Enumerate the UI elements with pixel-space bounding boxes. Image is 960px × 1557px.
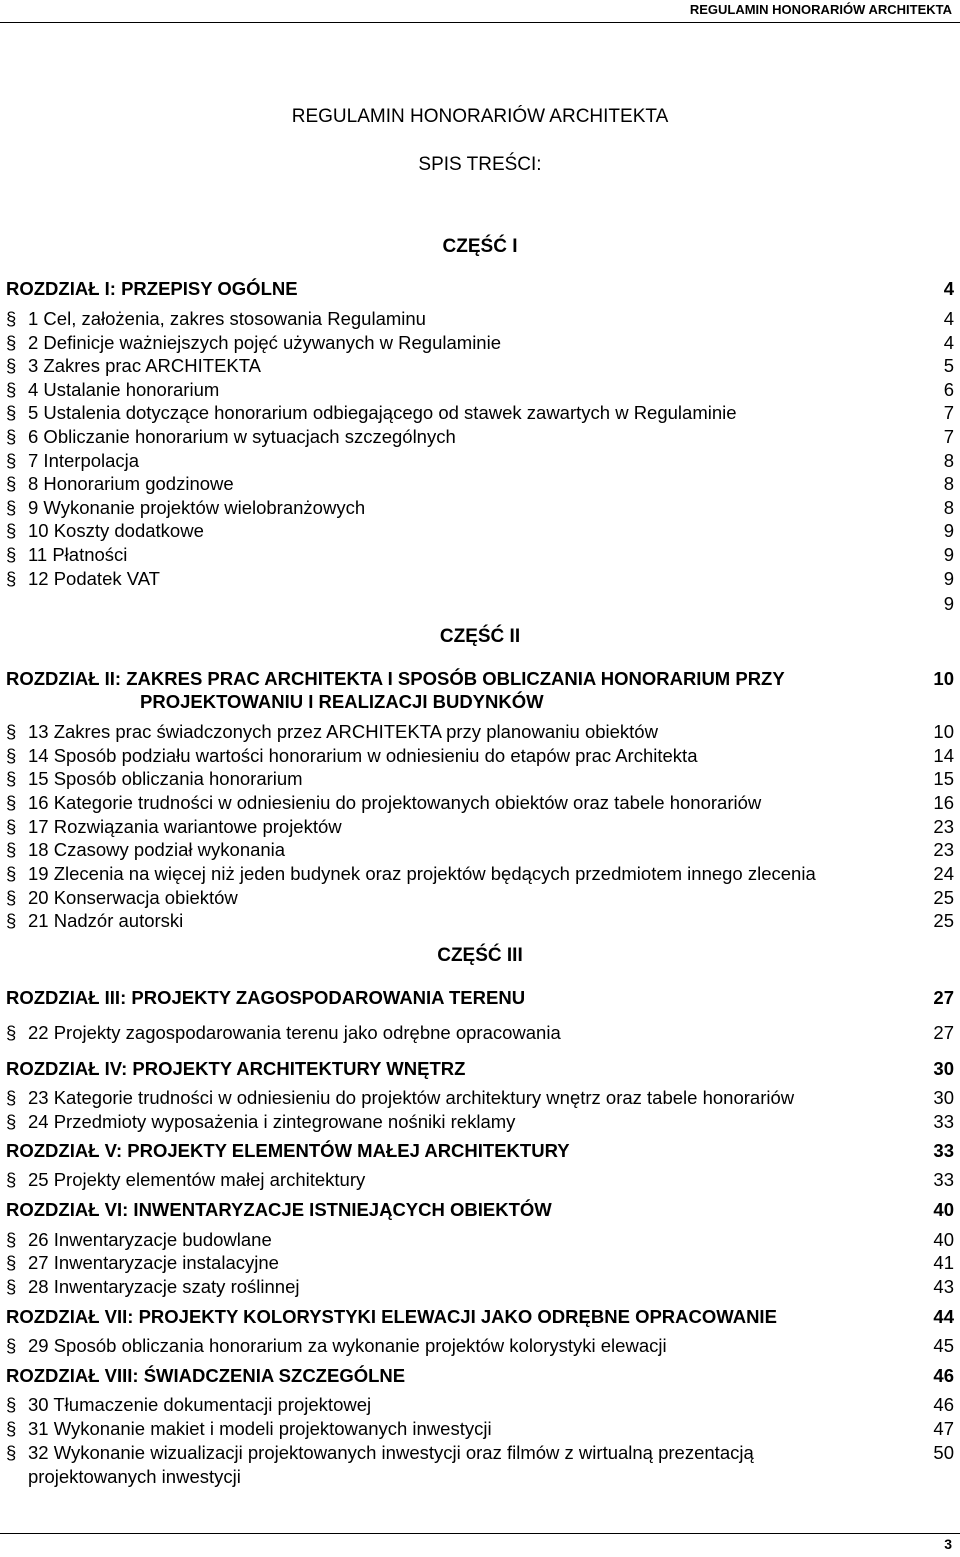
entry-page-number: 8 [943,473,954,494]
toc-entry[interactable] [6,519,954,543]
chapter-title-continuation: PROJEKTOWANIU I REALIZACJI BUDYNKÓW [140,691,544,712]
chapter-page-number: 4 [943,278,954,299]
entry-page-number: 27 [933,1022,954,1043]
section-symbol: § [6,379,17,400]
entry-title: 25 Projekty elementów małej architektury [28,1169,366,1190]
entry-page-number: 5 [943,355,954,376]
section-symbol: § [6,520,17,541]
entry-page-number: 7 [943,402,954,423]
chapter-title: ROZDZIAŁ VII: PROJEKTY KOLORYSTYKI ELEWACJI JAKO ODRĘBNE OPRACOWANIE [6,1306,777,1327]
entry-page-number: 25 [933,887,954,908]
section-symbol: § [6,1252,17,1273]
chapter-page-number: 27 [933,987,954,1008]
entry-title: 2 Definicje ważniejszych pojęć używanych w Regulaminie [28,332,501,353]
section-symbol: § [6,768,17,789]
entry-title: 19 Zlecenia na więcej niż jeden budynek oraz projektów będących przedmiotem innego zlecenia [28,863,816,884]
entry-page-number: 23 [933,839,954,860]
entry-page-number: 7 [943,426,954,447]
entry-title: 12 Podatek VAT [28,568,160,589]
document-title: REGULAMIN HONORARIÓW ARCHITEKTA [291,106,669,127]
entry-title: 30 Tłumaczenie dokumentacji projektowej [28,1394,372,1415]
entry-page-number: 24 [933,863,954,884]
section-symbol: § [6,1442,17,1463]
entry-page-number: 9 [943,544,954,565]
section-symbol: § [6,1087,17,1108]
entry-page-number: 15 [933,768,954,789]
toc-entry[interactable] [6,767,954,791]
section-symbol: § [6,497,17,518]
section-symbol: § [6,1229,17,1250]
toc-entry[interactable] [6,1393,954,1417]
toc-entry[interactable] [6,401,954,425]
entry-title: 4 Ustalanie honorarium [28,379,220,400]
entry-page-number: 40 [933,1229,954,1250]
chapter-title: ROZDZIAŁ VI: INWENTARYZACJE ISTNIEJĄCYCH OBIEKTÓW [6,1199,552,1220]
section-symbol: § [6,887,17,908]
entry-title: 13 Zakres prac świadczonych przez ARCHITEKTA przy planowaniu obiektów [28,721,658,742]
section-symbol: § [6,1335,17,1356]
stray-page-number: 9 [943,593,954,614]
entry-page-number: 50 [933,1442,954,1463]
toc-entry[interactable] [6,838,954,862]
entry-title: 7 Interpolacja [28,450,140,471]
chapter-title: ROZDZIAŁ II: ZAKRES PRAC ARCHITEKTA I SPOSÓB OBLICZANIA HONORARIUM PRZY [6,668,785,689]
entry-title: 18 Czasowy podział wykonania [28,839,286,860]
entry-page-number: 4 [943,308,954,329]
toc-entry[interactable] [6,1251,954,1275]
chapter-page-number: 44 [933,1306,954,1327]
entry-title: 28 Inwentaryzacje szaty roślinnej [28,1276,300,1297]
toc-entry[interactable] [6,1086,954,1110]
entry-page-number: 14 [933,745,954,766]
entry-page-number: 25 [933,910,954,931]
entry-title: 24 Przedmioty wyposażenia i zintegrowane nośniki reklamy [28,1111,516,1132]
entry-title: 15 Sposób obliczania honorarium [28,768,303,789]
toc-entry[interactable] [6,307,954,331]
toc-entry[interactable] [6,1417,954,1441]
toc-entry[interactable] [6,791,954,815]
entry-page-number: 46 [933,1394,954,1415]
chapter-title: ROZDZIAŁ III: PROJEKTY ZAGOSPODAROWANIA TERENU [6,987,526,1008]
section-symbol: § [6,544,17,565]
entry-title: 27 Inwentaryzacje instalacyjne [28,1252,279,1273]
section-symbol: § [6,1394,17,1415]
section-symbol: § [6,816,17,837]
section-symbol: § [6,426,17,447]
toc-entry[interactable] [6,354,954,378]
entry-title: 6 Obliczanie honorarium w sytuacjach szczególnych [28,426,456,447]
entry-title: 10 Koszty dodatkowe [28,520,204,541]
chapter-heading[interactable] [6,1198,954,1221]
toc-entry[interactable] [6,543,954,567]
section-symbol: § [6,745,17,766]
entry-page-number: 16 [933,792,954,813]
section-symbol: § [6,1111,17,1132]
toc-entry[interactable] [6,449,954,473]
section-symbol: § [6,355,17,376]
entry-title: 31 Wykonanie makiet i modeli projektowanych inwestycji [28,1418,492,1439]
toc-entry[interactable] [6,909,954,933]
toc-entry[interactable] [6,1168,954,1192]
section-symbol: § [6,450,17,471]
section-symbol: § [6,402,17,423]
entry-page-number: 10 [933,721,954,742]
entry-page-number: 33 [933,1169,954,1190]
chapter-title: ROZDZIAŁ V: PROJEKTY ELEMENTÓW MAŁEJ ARCHITEKTURY [6,1140,570,1161]
section-symbol: § [6,1276,17,1297]
section-symbol: § [6,721,17,742]
entry-title: 17 Rozwiązania wariantowe projektów [28,816,342,837]
chapter-heading[interactable] [6,1057,954,1080]
entry-page-number: 4 [943,332,954,353]
entry-title: 3 Zakres prac ARCHITEKTA [28,355,262,376]
entry-page-number: 47 [933,1418,954,1439]
chapter-title: ROZDZIAŁ IV: PROJEKTY ARCHITEKTURY WNĘTRZ [6,1058,466,1079]
entry-title: 5 Ustalenia dotyczące honorarium odbiegającego od stawek zawartych w Regulaminie [28,402,737,423]
entry-page-number: 6 [943,379,954,400]
chapter-heading[interactable] [6,1139,954,1162]
entry-page-number: 33 [933,1111,954,1132]
section-symbol: § [6,792,17,813]
entry-title: 29 Sposób obliczania honorarium za wykonanie projektów kolorystyki elewacji [28,1335,667,1356]
entry-title: 26 Inwentaryzacje budowlane [28,1229,272,1250]
toc-entry[interactable] [6,720,954,744]
section-symbol: § [6,473,17,494]
entry-page-number: 8 [943,450,954,471]
entry-title-continuation: projektowanych inwestycji [28,1465,241,1487]
entry-title: 23 Kategorie trudności w odniesieniu do projektów architektury wnętrz oraz tabele honorariów [28,1087,795,1108]
entry-page-number: 43 [933,1276,954,1297]
toc-entry[interactable] [6,1275,954,1299]
toc-entry[interactable] [6,886,954,910]
entry-title: 9 Wykonanie projektów wielobranżowych [28,497,366,518]
section-symbol: § [6,332,17,353]
entry-page-number: 8 [943,497,954,518]
chapter-heading[interactable] [6,667,954,713]
entry-page-number: 41 [933,1252,954,1273]
entry-page-number: 30 [933,1087,954,1108]
toc-entry[interactable] [6,744,954,768]
chapter-heading[interactable] [6,1305,954,1328]
header-rule [0,22,960,23]
chapter-page-number: 33 [933,1140,954,1161]
entry-title: 21 Nadzór autorski [28,910,184,931]
chapter-heading[interactable] [6,1364,954,1387]
entry-title-line: 32 Wykonanie wizualizacji projektowanych inwestycji oraz filmów z wirtualną prezentacją [28,1442,754,1463]
section-symbol: § [6,1022,17,1043]
entry-title: 1 Cel, założenia, zakres stosowania Regulaminu [28,308,426,329]
toc-entry[interactable] [6,378,954,402]
entry-title: 14 Sposób podziału wartości honorarium w odniesieniu do etapów prac Architekta [28,745,698,766]
chapter-heading[interactable] [6,986,954,1009]
entry-page-number: 9 [943,568,954,589]
entry-page-number: 9 [943,520,954,541]
entry-title: 20 Konserwacja obiektów [28,887,238,908]
toc-entry[interactable] [6,425,954,449]
toc-entry[interactable] [6,472,954,496]
toc-entry[interactable] [6,567,954,591]
toc-entry[interactable] [6,862,954,886]
section-symbol: § [6,863,17,884]
toc-entry[interactable] [6,1334,954,1358]
section-symbol: § [6,308,17,329]
entry-title: 22 Projekty zagospodarowania terenu jako odrębne opracowania [28,1022,561,1043]
entry-title: 8 Honorarium godzinowe [28,473,234,494]
page-number: 3 [944,1536,952,1552]
toc-entry[interactable] [6,1228,954,1252]
section-symbol: § [6,1418,17,1439]
chapter-page-number: 46 [933,1365,954,1386]
entry-page-number: 23 [933,816,954,837]
chapter-heading[interactable] [6,277,954,300]
chapter-page-number: 10 [933,668,954,689]
chapter-title: ROZDZIAŁ I: PRZEPISY OGÓLNE [6,278,298,299]
footer-rule [0,1533,960,1534]
part-heading: CZĘŚĆ I [442,236,518,257]
chapter-page-number: 30 [933,1058,954,1079]
section-symbol: § [6,568,17,589]
section-symbol: § [6,1169,17,1190]
section-symbol: § [6,839,17,860]
part-heading: CZĘŚĆ II [439,626,521,647]
entry-title [28,1441,908,1488]
entry-title: 16 Kategorie trudności w odniesieniu do projektowanych obiektów oraz tabele honorariów [28,792,762,813]
toc-heading: SPIS TREŚCI: [418,154,542,175]
part-heading: CZĘŚĆ III [437,945,523,966]
toc-entry[interactable] [6,496,954,520]
toc-entry[interactable] [6,331,954,355]
chapter-page-number: 40 [933,1199,954,1220]
section-symbol: § [6,910,17,931]
toc-entry[interactable] [6,1441,954,1487]
toc-entry[interactable] [6,1021,954,1045]
entry-page-number: 45 [933,1335,954,1356]
chapter-title: ROZDZIAŁ VIII: ŚWIADCZENIA SZCZEGÓLNE [6,1365,406,1386]
toc-entry[interactable] [6,815,954,839]
entry-title: 11 Płatności [28,544,128,565]
running-header: REGULAMIN HONORARIÓW ARCHITEKTA [689,2,952,17]
toc-entry[interactable] [6,1110,954,1134]
